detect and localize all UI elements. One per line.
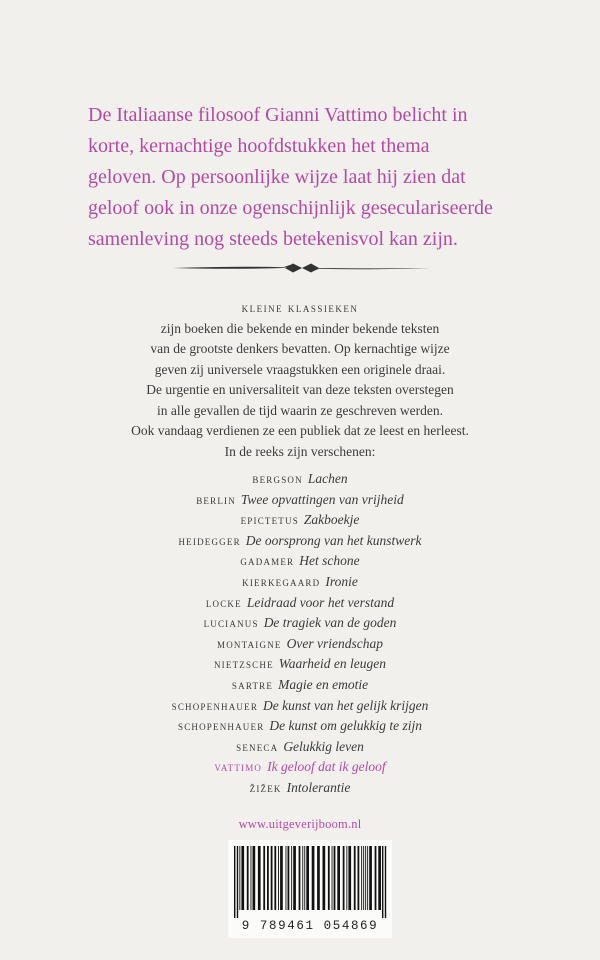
barcode-bar bbox=[288, 846, 290, 910]
book-title: Zakboekje bbox=[303, 512, 360, 528]
barcode-bar bbox=[237, 846, 238, 918]
series-title: kleine klassieken bbox=[241, 300, 359, 315]
book-author: bergson bbox=[252, 471, 303, 486]
book-title: Ik geloof dat ik geloof bbox=[267, 759, 386, 775]
barcode-bars bbox=[232, 846, 388, 918]
book-author: schopenhauer bbox=[171, 697, 259, 713]
barcode-bar bbox=[234, 846, 235, 918]
book-entry bbox=[0, 634, 600, 655]
barcode-bar bbox=[354, 846, 356, 910]
decorative-divider bbox=[173, 258, 431, 278]
intro-line: in alle gevallen de tijd waarin ze geschreven werden. bbox=[157, 402, 443, 418]
barcode-bar bbox=[348, 846, 351, 910]
book-entry bbox=[0, 490, 600, 511]
barcode-bar bbox=[271, 846, 273, 910]
book-author: sartre bbox=[231, 676, 274, 692]
publisher-url[interactable]: www.uitgeverijboom.nl bbox=[238, 817, 362, 831]
book-entry bbox=[0, 613, 600, 634]
book-entry bbox=[0, 654, 600, 675]
barcode-bar bbox=[247, 846, 249, 910]
book-title: De oorsprong van het kunstwerk bbox=[245, 532, 422, 548]
book-author: nietzsche bbox=[213, 656, 274, 672]
barcode-bar bbox=[258, 846, 261, 910]
book-title: De kunst om gelukkig te zijn bbox=[269, 718, 422, 734]
barcode-bar bbox=[363, 846, 364, 910]
book-title: De tragiek van de goden bbox=[263, 615, 397, 631]
book-author: gadamer bbox=[240, 553, 295, 569]
book-author: žižek bbox=[249, 779, 282, 795]
barcode-bar bbox=[239, 846, 240, 910]
intro-line: geven zij universele vraagstukken een originele draai. bbox=[154, 361, 446, 377]
barcode-bar bbox=[306, 846, 309, 910]
book-entry bbox=[0, 593, 600, 614]
barcode-bar bbox=[343, 846, 345, 910]
book-entry bbox=[0, 531, 600, 552]
book-entry bbox=[0, 675, 600, 696]
book-author: lucianus bbox=[203, 615, 259, 631]
book-entry bbox=[0, 716, 600, 737]
book-entry-current bbox=[0, 757, 600, 778]
book-author: epictetus bbox=[240, 512, 299, 528]
barcode-bar bbox=[369, 846, 372, 910]
barcode-bar bbox=[361, 846, 362, 910]
intro-line: De urgentie en universaliteit van deze teksten overstegen bbox=[146, 382, 454, 397]
series-intro bbox=[0, 298, 600, 462]
barcode-bar bbox=[375, 846, 377, 910]
book-entry bbox=[0, 778, 600, 799]
intro-line: van de grootste denkers bevatten. Op kernachtige wijze bbox=[150, 341, 450, 356]
book-title: Intolerantie bbox=[286, 779, 351, 795]
book-entry bbox=[0, 551, 600, 572]
book-entry bbox=[0, 510, 600, 531]
barcode-bar bbox=[263, 846, 265, 910]
intro-line: Ook vandaag verdienen ze een publiek dat ze leest en herleest. bbox=[131, 423, 469, 438]
barcode-bar bbox=[337, 846, 340, 910]
book-author: vattimo bbox=[214, 759, 263, 775]
barcode-bar bbox=[286, 846, 287, 910]
book-list bbox=[0, 469, 600, 799]
book-title: Gelukkig leven bbox=[283, 738, 364, 754]
book-author: heidegger bbox=[178, 532, 241, 548]
book-entry bbox=[0, 737, 600, 758]
barcode bbox=[228, 840, 392, 938]
book-title: Magie en emotie bbox=[278, 676, 369, 692]
book-title: Over vriendschap bbox=[286, 635, 383, 651]
barcode-bar bbox=[382, 846, 383, 918]
intro-line: In de reeks zijn verschenen: bbox=[224, 443, 376, 459]
barcode-bar bbox=[367, 846, 368, 910]
blurb-text: De Italiaanse filosoof Gianni Vattimo belicht in korte, kernachtige hoofdstukken het thema geloven. Op persoonlijke wijze laat hij zien dat geloof ook in onze ogenschijnlijk geseculariseerde samenleving nog steeds betekenisvol kan zijn. bbox=[88, 104, 493, 250]
barcode-bar bbox=[332, 846, 333, 910]
book-author: berlin bbox=[196, 491, 236, 507]
book-title: Leidraad voor het verstand bbox=[246, 594, 395, 610]
barcode-bar bbox=[365, 846, 366, 910]
barcode-bar bbox=[346, 846, 347, 910]
barcode-bar bbox=[267, 846, 269, 910]
barcode-bar bbox=[274, 846, 276, 910]
book-author: locke bbox=[205, 594, 242, 610]
barcode-bar bbox=[323, 846, 326, 910]
barcode-bar bbox=[251, 846, 252, 910]
book-author: montaigne bbox=[217, 635, 282, 651]
barcode-bar bbox=[299, 846, 301, 910]
book-title: Het schone bbox=[299, 553, 360, 569]
barcode-bar bbox=[358, 846, 360, 910]
book-title: De kunst van het gelijk krijgen bbox=[263, 697, 429, 713]
barcode-bar bbox=[302, 846, 303, 910]
intro-line: zijn boeken die bekende en minder bekende teksten bbox=[160, 320, 440, 336]
book-title: Twee opvattingen van vrijheid bbox=[240, 491, 404, 507]
barcode-bar bbox=[334, 846, 336, 910]
book-title: Lachen bbox=[307, 471, 348, 486]
barcode-bar bbox=[278, 846, 279, 910]
barcode-bar bbox=[312, 846, 315, 910]
book-author: kierkegaard bbox=[242, 573, 321, 589]
isbn-digits: 9 789461 054869 bbox=[241, 919, 379, 933]
barcode-bar bbox=[385, 846, 386, 918]
barcode-bar bbox=[253, 846, 256, 910]
book-entry bbox=[0, 696, 600, 717]
book-author: seneca bbox=[236, 738, 279, 754]
barcode-bar bbox=[293, 846, 296, 910]
barcode-bar bbox=[280, 846, 283, 910]
barcode-bar bbox=[304, 846, 305, 910]
book-title: Waarheid en leugen bbox=[278, 656, 387, 672]
book-title: Ironie bbox=[325, 573, 358, 589]
barcode-bar bbox=[378, 846, 381, 910]
barcode-bar bbox=[241, 846, 244, 910]
book-entry bbox=[0, 572, 600, 593]
barcode-bar bbox=[317, 846, 320, 910]
book-entry bbox=[0, 469, 600, 490]
book-author: schopenhauer bbox=[177, 718, 265, 734]
barcode-bar bbox=[328, 846, 330, 910]
barcode-bar bbox=[291, 846, 292, 910]
